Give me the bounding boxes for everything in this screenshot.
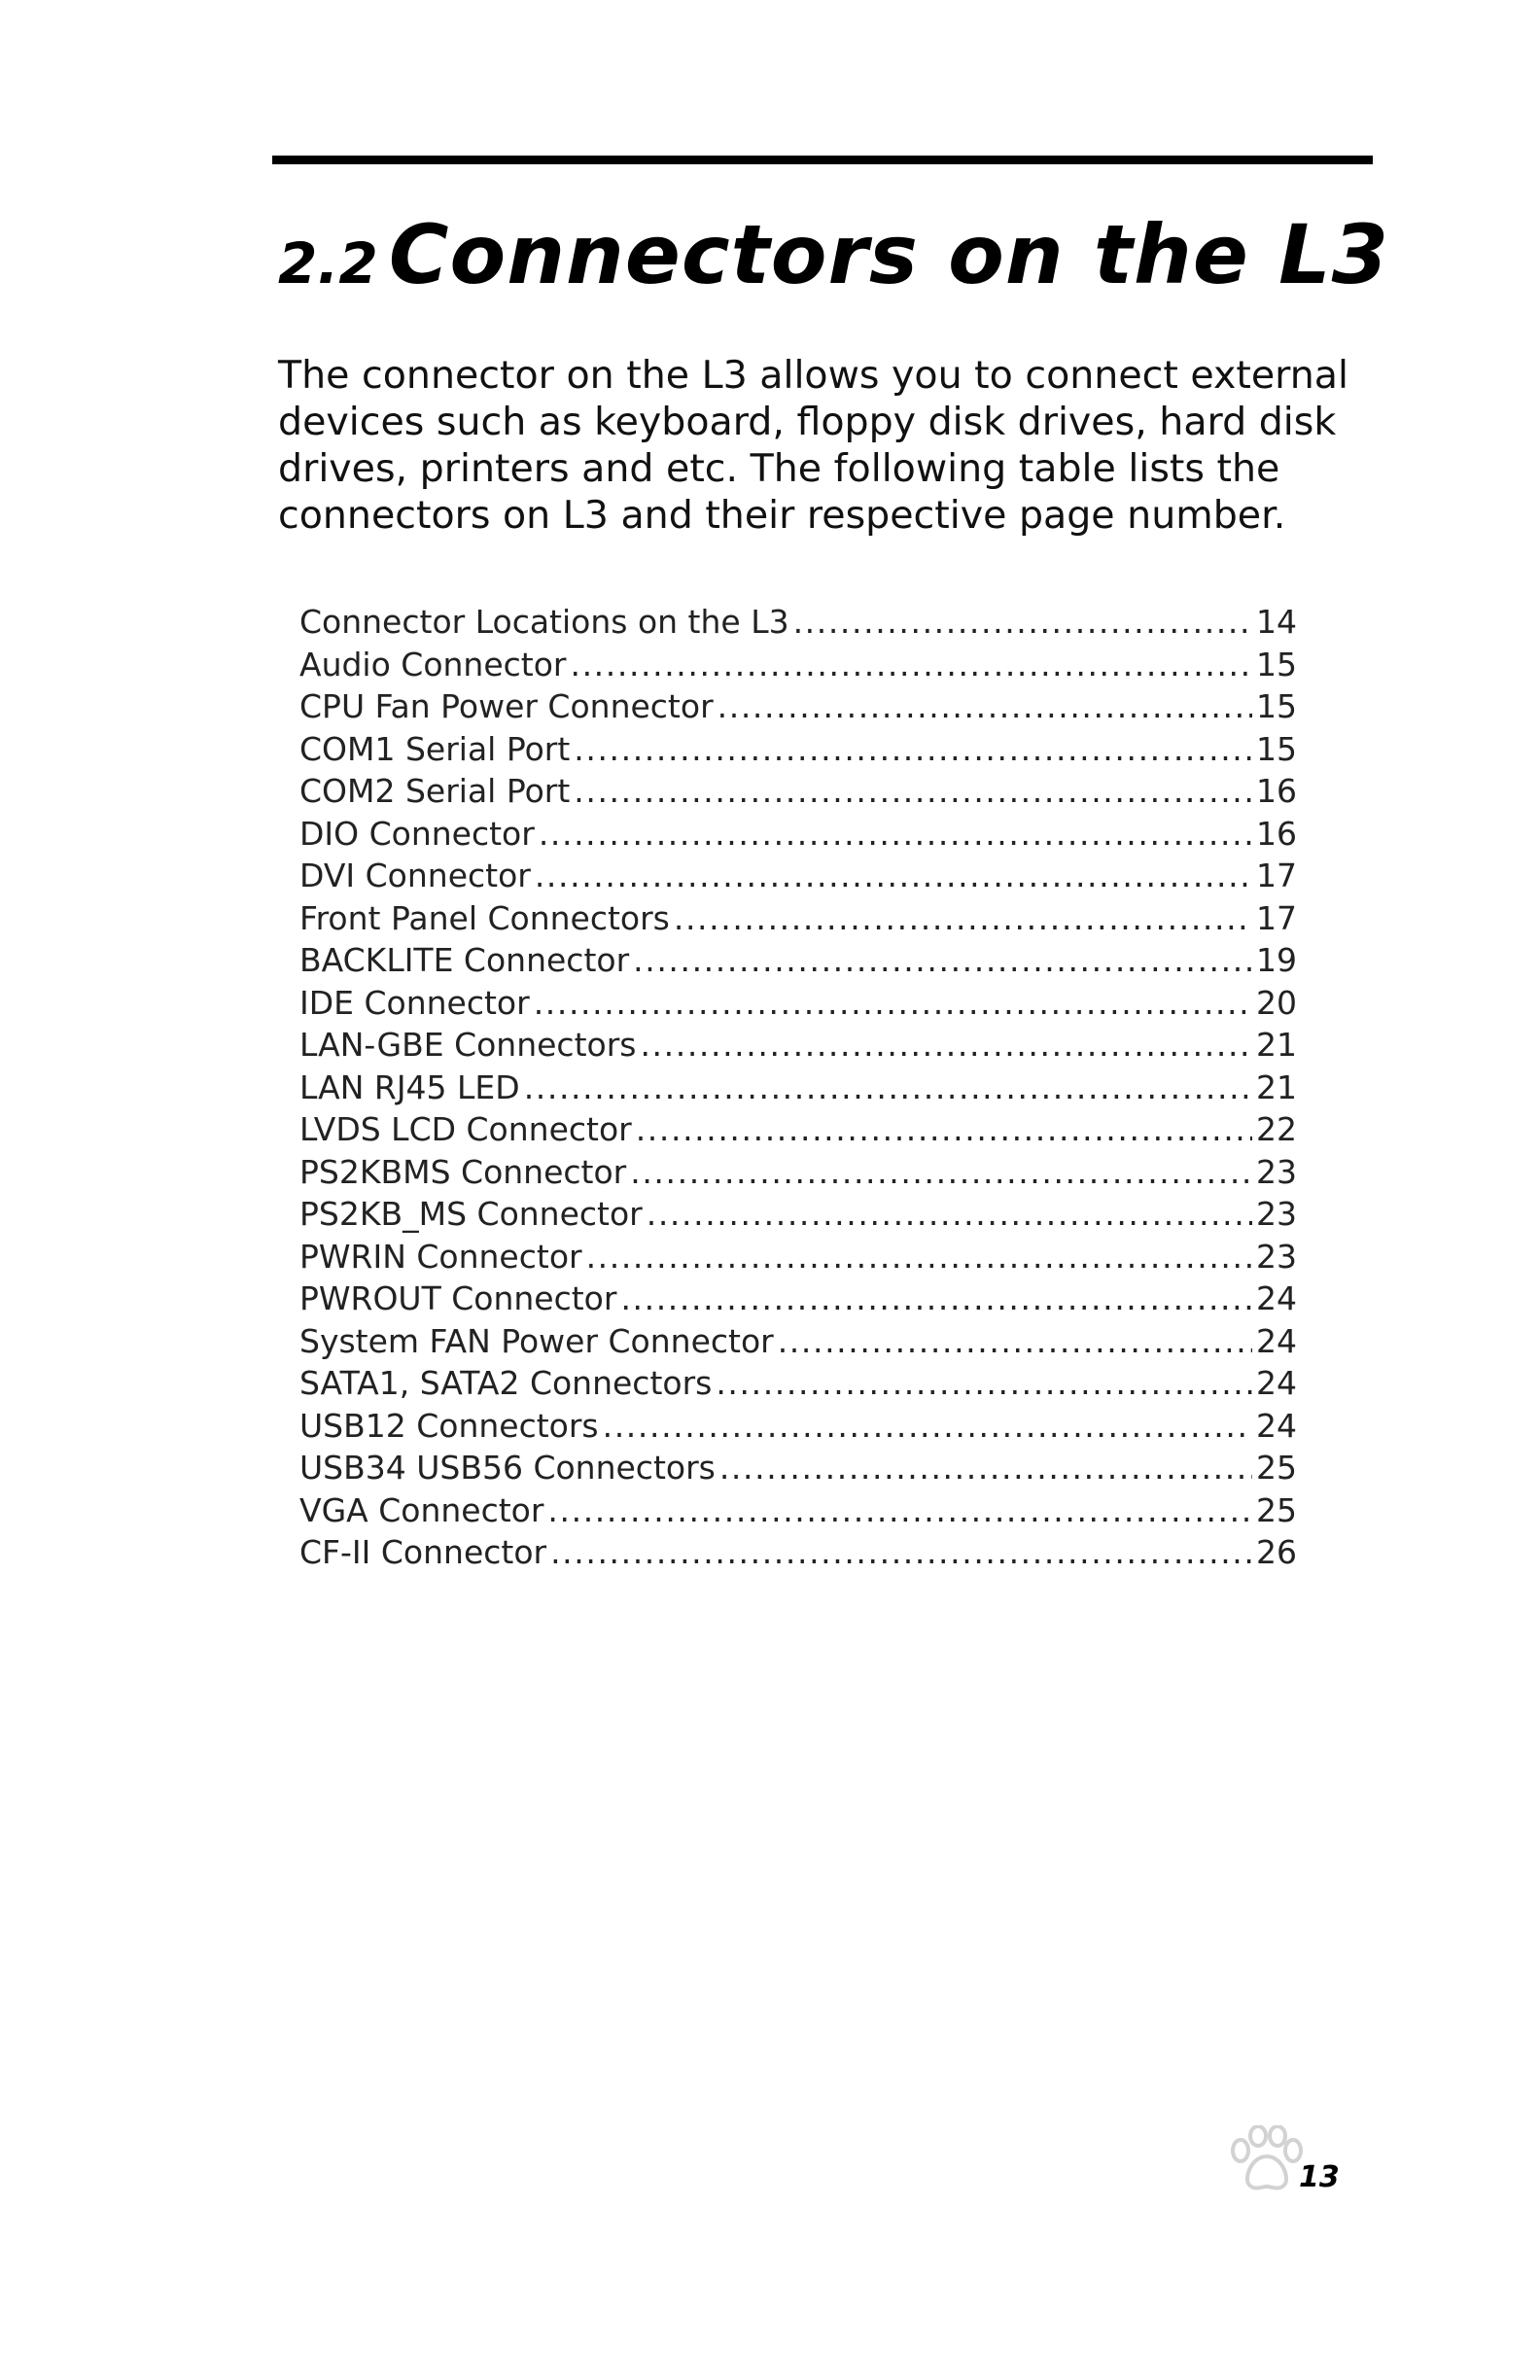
dot-leader — [716, 1362, 1252, 1405]
dot-leader — [793, 601, 1252, 644]
dot-leader — [640, 1024, 1252, 1067]
dot-leader — [630, 1151, 1252, 1194]
toc-label: SATA1, SATA2 Connectors — [299, 1364, 713, 1402]
toc-row — [299, 1320, 1297, 1363]
toc-page-number: 23 — [1256, 1152, 1297, 1191]
toc-row — [299, 1024, 1297, 1067]
dot-leader — [524, 1067, 1252, 1109]
toc-page-number: 14 — [1256, 603, 1297, 641]
toc-row — [299, 728, 1297, 771]
toc-page-number: 21 — [1256, 1068, 1297, 1106]
toc-label: COM1 Serial Port — [299, 729, 571, 768]
dot-leader — [718, 685, 1252, 728]
toc-label: PWRIN Connector — [299, 1237, 582, 1276]
toc-row — [299, 1531, 1297, 1574]
toc-page-number: 23 — [1256, 1237, 1297, 1276]
toc-page-number: 25 — [1256, 1490, 1297, 1529]
toc-page-number: 24 — [1256, 1364, 1297, 1402]
dot-leader — [647, 1193, 1252, 1236]
toc-row — [299, 1108, 1297, 1151]
dot-leader — [547, 1489, 1252, 1532]
toc-label: CF-II Connector — [299, 1533, 547, 1571]
toc-row — [299, 855, 1297, 897]
toc-row — [299, 1193, 1297, 1236]
dot-leader — [586, 1236, 1252, 1278]
toc-page-number: 15 — [1256, 645, 1297, 683]
dot-leader — [550, 1531, 1252, 1574]
toc-row — [299, 939, 1297, 982]
section-heading — [278, 207, 1390, 302]
toc-page-number: 20 — [1256, 983, 1297, 1022]
dot-leader — [571, 644, 1253, 686]
intro-paragraph: The connector on the L3 allows you to connect external devices such as keyboard, floppy disk drives, hard disk drives, printers and etc. The following table lists the connectors on L3 and their respective page number. — [278, 353, 1348, 538]
dot-leader — [778, 1320, 1252, 1363]
dot-leader — [574, 728, 1252, 771]
toc-label: DVI Connector — [299, 857, 531, 894]
toc-row — [299, 813, 1297, 856]
toc-label: DIO Connector — [299, 814, 535, 853]
dot-leader — [633, 939, 1252, 982]
toc-row — [299, 1236, 1297, 1278]
toc-label: PS2KB_MS Connector — [299, 1195, 643, 1233]
toc-row — [299, 897, 1297, 940]
toc-label: LAN-GBE Connectors — [299, 1026, 637, 1064]
toc-row — [299, 644, 1297, 686]
section-number: 2.2 — [278, 230, 378, 297]
toc-row — [299, 1447, 1297, 1489]
dot-leader — [620, 1278, 1252, 1320]
toc-page-number: 21 — [1256, 1026, 1297, 1064]
toc-label: PWROUT Connector — [299, 1279, 617, 1317]
toc-page-number: 24 — [1256, 1406, 1297, 1445]
connector-page-list — [299, 601, 1297, 1574]
toc-page-number: 15 — [1256, 687, 1297, 725]
dot-leader — [534, 982, 1252, 1025]
toc-page-number: 24 — [1256, 1321, 1297, 1360]
toc-row — [299, 1151, 1297, 1194]
toc-label: LVDS LCD Connector — [299, 1110, 632, 1148]
section-title: Connectors on the L3 — [388, 207, 1390, 302]
toc-label: CPU Fan Power Connector — [299, 687, 714, 725]
toc-label: Connector Locations on the L3 — [299, 603, 789, 641]
toc-page-number: 16 — [1256, 772, 1297, 810]
dot-leader — [574, 770, 1252, 813]
toc-row — [299, 982, 1297, 1025]
toc-row — [299, 1489, 1297, 1532]
dot-leader — [719, 1447, 1252, 1489]
toc-label: Front Panel Connectors — [299, 898, 670, 937]
toc-label: USB12 Connectors — [299, 1406, 599, 1445]
dot-leader — [636, 1108, 1252, 1151]
toc-label: BACKLITE Connector — [299, 941, 630, 979]
toc-page-number: 19 — [1256, 941, 1297, 979]
toc-row — [299, 770, 1297, 813]
toc-label: COM2 Serial Port — [299, 772, 571, 810]
toc-page-number: 24 — [1256, 1279, 1297, 1317]
toc-page-number: 22 — [1256, 1110, 1297, 1148]
toc-page-number: 16 — [1256, 814, 1297, 853]
toc-row — [299, 1405, 1297, 1448]
page-number: 13 — [1299, 2160, 1340, 2194]
dot-leader — [535, 855, 1252, 897]
toc-label: USB34 USB56 Connectors — [299, 1449, 716, 1487]
toc-page-number: 17 — [1256, 857, 1297, 894]
toc-label: PS2KBMS Connector — [299, 1152, 627, 1191]
dot-leader — [539, 813, 1252, 856]
dot-leader — [603, 1405, 1252, 1448]
toc-row — [299, 1067, 1297, 1109]
toc-page-number: 25 — [1256, 1449, 1297, 1487]
toc-page-number: 15 — [1256, 729, 1297, 768]
toc-label: IDE Connector — [299, 983, 530, 1022]
toc-page-number: 23 — [1256, 1195, 1297, 1233]
toc-label: LAN RJ45 LED — [299, 1068, 520, 1106]
toc-page-number: 17 — [1256, 898, 1297, 937]
dot-leader — [674, 897, 1252, 940]
baidu-watermark — [1081, 2125, 1431, 2339]
toc-label: Audio Connector — [299, 645, 567, 683]
toc-row — [299, 685, 1297, 728]
toc-page-number: 26 — [1256, 1533, 1297, 1571]
toc-row — [299, 1362, 1297, 1405]
toc-row — [299, 601, 1297, 644]
paw-icon — [1227, 2125, 1305, 2195]
toc-label: System FAN Power Connector — [299, 1321, 774, 1360]
toc-row — [299, 1278, 1297, 1320]
top-rule — [272, 156, 1373, 164]
toc-label: VGA Connector — [299, 1490, 544, 1529]
